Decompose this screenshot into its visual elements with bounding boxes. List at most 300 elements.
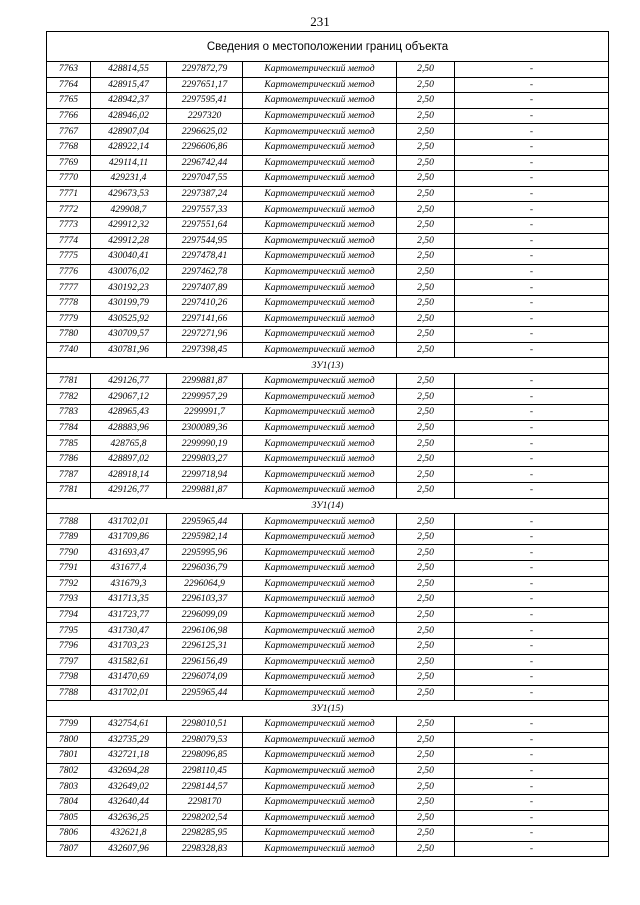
description-cell: -	[455, 794, 609, 810]
table-row	[47, 810, 609, 826]
x-coordinate-cell: 431723,77	[91, 607, 167, 623]
method-cell: Картометрический метод	[243, 826, 397, 842]
accuracy-cell: 2,50	[397, 77, 455, 93]
accuracy-cell: 2,50	[397, 467, 455, 483]
y-coordinate-cell: 2298170	[167, 794, 243, 810]
section-row	[47, 498, 609, 514]
point-number-cell: 7764	[47, 77, 91, 93]
y-coordinate-cell: 2298110,45	[167, 763, 243, 779]
description-cell: -	[455, 186, 609, 202]
description-cell: -	[455, 670, 609, 686]
table-row	[47, 217, 609, 233]
method-cell: Картометрический метод	[243, 654, 397, 670]
point-number-cell: 7782	[47, 389, 91, 405]
y-coordinate-cell: 2299881,87	[167, 483, 243, 499]
point-number-cell: 7795	[47, 623, 91, 639]
method-cell: Картометрический метод	[243, 779, 397, 795]
accuracy-cell: 2,50	[397, 139, 455, 155]
description-cell: -	[455, 685, 609, 701]
y-coordinate-cell: 2295965,44	[167, 514, 243, 530]
method-cell: Картометрический метод	[243, 420, 397, 436]
table-row	[47, 295, 609, 311]
y-coordinate-cell: 2297551,64	[167, 217, 243, 233]
table-row	[47, 124, 609, 140]
y-coordinate-cell: 2297047,55	[167, 171, 243, 187]
method-cell: Картометрический метод	[243, 716, 397, 732]
point-number-cell: 7790	[47, 545, 91, 561]
point-number-cell: 7786	[47, 451, 91, 467]
description-cell: -	[455, 545, 609, 561]
method-cell: Картометрический метод	[243, 311, 397, 327]
description-cell: -	[455, 732, 609, 748]
description-cell: -	[455, 810, 609, 826]
table-row	[47, 139, 609, 155]
table-row	[47, 108, 609, 124]
description-cell: -	[455, 295, 609, 311]
x-coordinate-cell: 432721,18	[91, 748, 167, 764]
description-cell: -	[455, 249, 609, 265]
description-cell: -	[455, 623, 609, 639]
y-coordinate-cell: 2297398,45	[167, 342, 243, 358]
accuracy-cell: 2,50	[397, 545, 455, 561]
method-cell: Картометрический метод	[243, 249, 397, 265]
accuracy-cell: 2,50	[397, 514, 455, 530]
description-cell: -	[455, 373, 609, 389]
point-number-cell: 7765	[47, 93, 91, 109]
point-number-cell: 7763	[47, 62, 91, 78]
method-cell: Картометрический метод	[243, 623, 397, 639]
y-coordinate-cell: 2297651,17	[167, 77, 243, 93]
x-coordinate-cell: 429908,7	[91, 202, 167, 218]
method-cell: Картометрический метод	[243, 810, 397, 826]
x-coordinate-cell: 432621,8	[91, 826, 167, 842]
accuracy-cell: 2,50	[397, 716, 455, 732]
method-cell: Картометрический метод	[243, 545, 397, 561]
accuracy-cell: 2,50	[397, 732, 455, 748]
x-coordinate-cell: 431713,35	[91, 592, 167, 608]
description-cell: -	[455, 841, 609, 857]
method-cell: Картометрический метод	[243, 436, 397, 452]
table-row	[47, 420, 609, 436]
table-header-row	[47, 32, 609, 62]
description-cell: -	[455, 451, 609, 467]
x-coordinate-cell: 429126,77	[91, 483, 167, 499]
accuracy-cell: 2,50	[397, 561, 455, 577]
y-coordinate-cell: 2297595,41	[167, 93, 243, 109]
point-number-cell: 7773	[47, 217, 91, 233]
point-number-cell: 7788	[47, 685, 91, 701]
x-coordinate-cell: 429126,77	[91, 373, 167, 389]
point-number-cell: 7796	[47, 638, 91, 654]
description-cell: -	[455, 139, 609, 155]
y-coordinate-cell: 2300089,36	[167, 420, 243, 436]
accuracy-cell: 2,50	[397, 436, 455, 452]
description-cell: -	[455, 155, 609, 171]
method-cell: Картометрический метод	[243, 405, 397, 421]
description-cell: -	[455, 389, 609, 405]
description-cell: -	[455, 93, 609, 109]
description-cell: -	[455, 561, 609, 577]
table-row	[47, 342, 609, 358]
point-number-cell: 7804	[47, 794, 91, 810]
method-cell: Картометрический метод	[243, 77, 397, 93]
x-coordinate-cell: 428907,04	[91, 124, 167, 140]
y-coordinate-cell: 2297410,26	[167, 295, 243, 311]
point-number-cell: 7776	[47, 264, 91, 280]
point-number-cell: 7770	[47, 171, 91, 187]
y-coordinate-cell: 2296036,79	[167, 561, 243, 577]
x-coordinate-cell: 430076,02	[91, 264, 167, 280]
description-cell: -	[455, 342, 609, 358]
point-number-cell: 7789	[47, 529, 91, 545]
point-number-cell: 7779	[47, 311, 91, 327]
point-number-cell: 7766	[47, 108, 91, 124]
method-cell: Картометрический метод	[243, 576, 397, 592]
table-row	[47, 483, 609, 499]
method-cell: Картометрический метод	[243, 763, 397, 779]
x-coordinate-cell: 429231,4	[91, 171, 167, 187]
x-coordinate-cell: 432694,28	[91, 763, 167, 779]
point-number-cell: 7774	[47, 233, 91, 249]
method-cell: Картометрический метод	[243, 155, 397, 171]
y-coordinate-cell: 2296156,49	[167, 654, 243, 670]
method-cell: Картометрический метод	[243, 592, 397, 608]
point-number-cell: 7780	[47, 327, 91, 343]
table-row	[47, 732, 609, 748]
method-cell: Картометрический метод	[243, 748, 397, 764]
method-cell: Картометрический метод	[243, 280, 397, 296]
method-cell: Картометрический метод	[243, 638, 397, 654]
boundary-table-body	[47, 32, 609, 857]
x-coordinate-cell: 428883,96	[91, 420, 167, 436]
point-number-cell: 7781	[47, 483, 91, 499]
accuracy-cell: 2,50	[397, 264, 455, 280]
table-row	[47, 529, 609, 545]
method-cell: Картометрический метод	[243, 93, 397, 109]
table-row	[47, 62, 609, 78]
x-coordinate-cell: 431730,47	[91, 623, 167, 639]
accuracy-cell: 2,50	[397, 186, 455, 202]
table-row	[47, 514, 609, 530]
method-cell: Картометрический метод	[243, 373, 397, 389]
x-coordinate-cell: 428814,55	[91, 62, 167, 78]
point-number-cell: 7785	[47, 436, 91, 452]
description-cell: -	[455, 483, 609, 499]
y-coordinate-cell: 2296606,86	[167, 139, 243, 155]
x-coordinate-cell: 428922,14	[91, 139, 167, 155]
x-coordinate-cell: 430709,57	[91, 327, 167, 343]
method-cell: Картометрический метод	[243, 327, 397, 343]
table-row	[47, 841, 609, 857]
x-coordinate-cell: 429912,32	[91, 217, 167, 233]
point-number-cell: 7777	[47, 280, 91, 296]
x-coordinate-cell: 431693,47	[91, 545, 167, 561]
y-coordinate-cell: 2296074,09	[167, 670, 243, 686]
accuracy-cell: 2,50	[397, 654, 455, 670]
x-coordinate-cell: 430781,96	[91, 342, 167, 358]
point-number-cell: 7791	[47, 561, 91, 577]
y-coordinate-cell: 2297271,96	[167, 327, 243, 343]
table-row	[47, 436, 609, 452]
y-coordinate-cell: 2297387,24	[167, 186, 243, 202]
accuracy-cell: 2,50	[397, 217, 455, 233]
y-coordinate-cell: 2295982,14	[167, 529, 243, 545]
description-cell: -	[455, 467, 609, 483]
accuracy-cell: 2,50	[397, 311, 455, 327]
description-cell: -	[455, 529, 609, 545]
table-row	[47, 623, 609, 639]
x-coordinate-cell: 432735,29	[91, 732, 167, 748]
accuracy-cell: 2,50	[397, 108, 455, 124]
description-cell: -	[455, 233, 609, 249]
accuracy-cell: 2,50	[397, 483, 455, 499]
point-number-cell: 7783	[47, 405, 91, 421]
description-cell: -	[455, 654, 609, 670]
point-number-cell: 7772	[47, 202, 91, 218]
y-coordinate-cell: 2297544,95	[167, 233, 243, 249]
x-coordinate-cell: 429067,12	[91, 389, 167, 405]
y-coordinate-cell: 2296103,37	[167, 592, 243, 608]
description-cell: -	[455, 327, 609, 343]
description-cell: -	[455, 77, 609, 93]
table-row	[47, 545, 609, 561]
table-header-title: Сведения о местоположении границ объекта	[47, 32, 609, 62]
accuracy-cell: 2,50	[397, 62, 455, 78]
description-cell: -	[455, 716, 609, 732]
y-coordinate-cell: 2298144,57	[167, 779, 243, 795]
method-cell: Картометрический метод	[243, 389, 397, 405]
table-row	[47, 826, 609, 842]
description-cell: -	[455, 607, 609, 623]
accuracy-cell: 2,50	[397, 638, 455, 654]
x-coordinate-cell: 428915,47	[91, 77, 167, 93]
y-coordinate-cell: 2298202,54	[167, 810, 243, 826]
x-coordinate-cell: 429912,28	[91, 233, 167, 249]
y-coordinate-cell: 2296106,98	[167, 623, 243, 639]
table-row	[47, 249, 609, 265]
x-coordinate-cell: 430040,41	[91, 249, 167, 265]
x-coordinate-cell: 428897,02	[91, 451, 167, 467]
accuracy-cell: 2,50	[397, 841, 455, 857]
x-coordinate-cell: 431582,61	[91, 654, 167, 670]
table-row	[47, 748, 609, 764]
section-row	[47, 701, 609, 717]
description-cell: -	[455, 592, 609, 608]
accuracy-cell: 2,50	[397, 155, 455, 171]
y-coordinate-cell: 2297407,89	[167, 280, 243, 296]
table-row	[47, 202, 609, 218]
y-coordinate-cell: 2295965,44	[167, 685, 243, 701]
accuracy-cell: 2,50	[397, 124, 455, 140]
method-cell: Картометрический метод	[243, 139, 397, 155]
description-cell: -	[455, 280, 609, 296]
accuracy-cell: 2,50	[397, 592, 455, 608]
method-cell: Картометрический метод	[243, 264, 397, 280]
x-coordinate-cell: 431702,01	[91, 685, 167, 701]
accuracy-cell: 2,50	[397, 794, 455, 810]
table-row	[47, 233, 609, 249]
accuracy-cell: 2,50	[397, 779, 455, 795]
accuracy-cell: 2,50	[397, 685, 455, 701]
section-label: ЗУ1(14)	[47, 498, 609, 514]
x-coordinate-cell: 431703,23	[91, 638, 167, 654]
y-coordinate-cell: 2297462,78	[167, 264, 243, 280]
method-cell: Картометрический метод	[243, 841, 397, 857]
accuracy-cell: 2,50	[397, 280, 455, 296]
method-cell: Картометрический метод	[243, 342, 397, 358]
method-cell: Картометрический метод	[243, 685, 397, 701]
method-cell: Картометрический метод	[243, 451, 397, 467]
point-number-cell: 7803	[47, 779, 91, 795]
method-cell: Картометрический метод	[243, 124, 397, 140]
description-cell: -	[455, 638, 609, 654]
method-cell: Картометрический метод	[243, 108, 397, 124]
point-number-cell: 7798	[47, 670, 91, 686]
y-coordinate-cell: 2297320	[167, 108, 243, 124]
description-cell: -	[455, 576, 609, 592]
point-number-cell: 7807	[47, 841, 91, 857]
y-coordinate-cell: 2298010,51	[167, 716, 243, 732]
table-row	[47, 763, 609, 779]
method-cell: Картометрический метод	[243, 561, 397, 577]
boundary-table	[46, 31, 609, 857]
y-coordinate-cell: 2299957,29	[167, 389, 243, 405]
method-cell: Картометрический метод	[243, 295, 397, 311]
point-number-cell: 7769	[47, 155, 91, 171]
description-cell: -	[455, 420, 609, 436]
method-cell: Картометрический метод	[243, 514, 397, 530]
method-cell: Картометрический метод	[243, 186, 397, 202]
x-coordinate-cell: 432754,61	[91, 716, 167, 732]
accuracy-cell: 2,50	[397, 327, 455, 343]
table-row	[47, 779, 609, 795]
description-cell: -	[455, 124, 609, 140]
y-coordinate-cell: 2295995,96	[167, 545, 243, 561]
method-cell: Картометрический метод	[243, 670, 397, 686]
table-row	[47, 389, 609, 405]
x-coordinate-cell: 428965,43	[91, 405, 167, 421]
table-row	[47, 373, 609, 389]
description-cell: -	[455, 62, 609, 78]
y-coordinate-cell: 2298328,83	[167, 841, 243, 857]
accuracy-cell: 2,50	[397, 342, 455, 358]
x-coordinate-cell: 428765,8	[91, 436, 167, 452]
x-coordinate-cell: 428946,02	[91, 108, 167, 124]
x-coordinate-cell: 429673,53	[91, 186, 167, 202]
x-coordinate-cell: 431677,4	[91, 561, 167, 577]
point-number-cell: 7802	[47, 763, 91, 779]
x-coordinate-cell: 431702,01	[91, 514, 167, 530]
description-cell: -	[455, 405, 609, 421]
y-coordinate-cell: 2296742,44	[167, 155, 243, 171]
section-label: ЗУ1(13)	[47, 358, 609, 374]
table-row	[47, 638, 609, 654]
accuracy-cell: 2,50	[397, 810, 455, 826]
x-coordinate-cell: 431709,86	[91, 529, 167, 545]
point-number-cell: 7788	[47, 514, 91, 530]
method-cell: Картометрический метод	[243, 217, 397, 233]
accuracy-cell: 2,50	[397, 249, 455, 265]
point-number-cell: 7778	[47, 295, 91, 311]
accuracy-cell: 2,50	[397, 826, 455, 842]
x-coordinate-cell: 432636,25	[91, 810, 167, 826]
accuracy-cell: 2,50	[397, 576, 455, 592]
method-cell: Картометрический метод	[243, 202, 397, 218]
point-number-cell: 7793	[47, 592, 91, 608]
point-number-cell: 7781	[47, 373, 91, 389]
method-cell: Картометрический метод	[243, 171, 397, 187]
point-number-cell: 7771	[47, 186, 91, 202]
table-row	[47, 607, 609, 623]
method-cell: Картометрический метод	[243, 483, 397, 499]
y-coordinate-cell: 2296125,31	[167, 638, 243, 654]
table-row	[47, 77, 609, 93]
description-cell: -	[455, 514, 609, 530]
point-number-cell: 7801	[47, 748, 91, 764]
page-number: 231	[310, 14, 330, 29]
table-row	[47, 311, 609, 327]
y-coordinate-cell: 2299990,19	[167, 436, 243, 452]
y-coordinate-cell: 2297478,41	[167, 249, 243, 265]
x-coordinate-cell: 428942,37	[91, 93, 167, 109]
x-coordinate-cell: 432640,44	[91, 794, 167, 810]
table-row	[47, 716, 609, 732]
section-row	[47, 358, 609, 374]
y-coordinate-cell: 2299803,27	[167, 451, 243, 467]
accuracy-cell: 2,50	[397, 202, 455, 218]
y-coordinate-cell: 2298285,95	[167, 826, 243, 842]
x-coordinate-cell: 430525,92	[91, 311, 167, 327]
table-row	[47, 654, 609, 670]
description-cell: -	[455, 748, 609, 764]
accuracy-cell: 2,50	[397, 93, 455, 109]
point-number-cell: 7768	[47, 139, 91, 155]
table-row	[47, 451, 609, 467]
description-cell: -	[455, 311, 609, 327]
description-cell: -	[455, 108, 609, 124]
y-coordinate-cell: 2298079,53	[167, 732, 243, 748]
method-cell: Картометрический метод	[243, 529, 397, 545]
y-coordinate-cell: 2299718,94	[167, 467, 243, 483]
point-number-cell: 7794	[47, 607, 91, 623]
x-coordinate-cell: 432607,96	[91, 841, 167, 857]
accuracy-cell: 2,50	[397, 389, 455, 405]
method-cell: Картометрический метод	[243, 794, 397, 810]
y-coordinate-cell: 2297141,66	[167, 311, 243, 327]
description-cell: -	[455, 202, 609, 218]
accuracy-cell: 2,50	[397, 405, 455, 421]
table-row	[47, 280, 609, 296]
description-cell: -	[455, 171, 609, 187]
description-cell: -	[455, 264, 609, 280]
description-cell: -	[455, 217, 609, 233]
accuracy-cell: 2,50	[397, 420, 455, 436]
table-row	[47, 561, 609, 577]
accuracy-cell: 2,50	[397, 451, 455, 467]
method-cell: Картометрический метод	[243, 233, 397, 249]
table-row	[47, 670, 609, 686]
table-row	[47, 264, 609, 280]
accuracy-cell: 2,50	[397, 670, 455, 686]
accuracy-cell: 2,50	[397, 748, 455, 764]
x-coordinate-cell: 431470,69	[91, 670, 167, 686]
point-number-cell: 7740	[47, 342, 91, 358]
point-number-cell: 7784	[47, 420, 91, 436]
y-coordinate-cell: 2296099,09	[167, 607, 243, 623]
accuracy-cell: 2,50	[397, 607, 455, 623]
table-row	[47, 171, 609, 187]
y-coordinate-cell: 2296625,02	[167, 124, 243, 140]
